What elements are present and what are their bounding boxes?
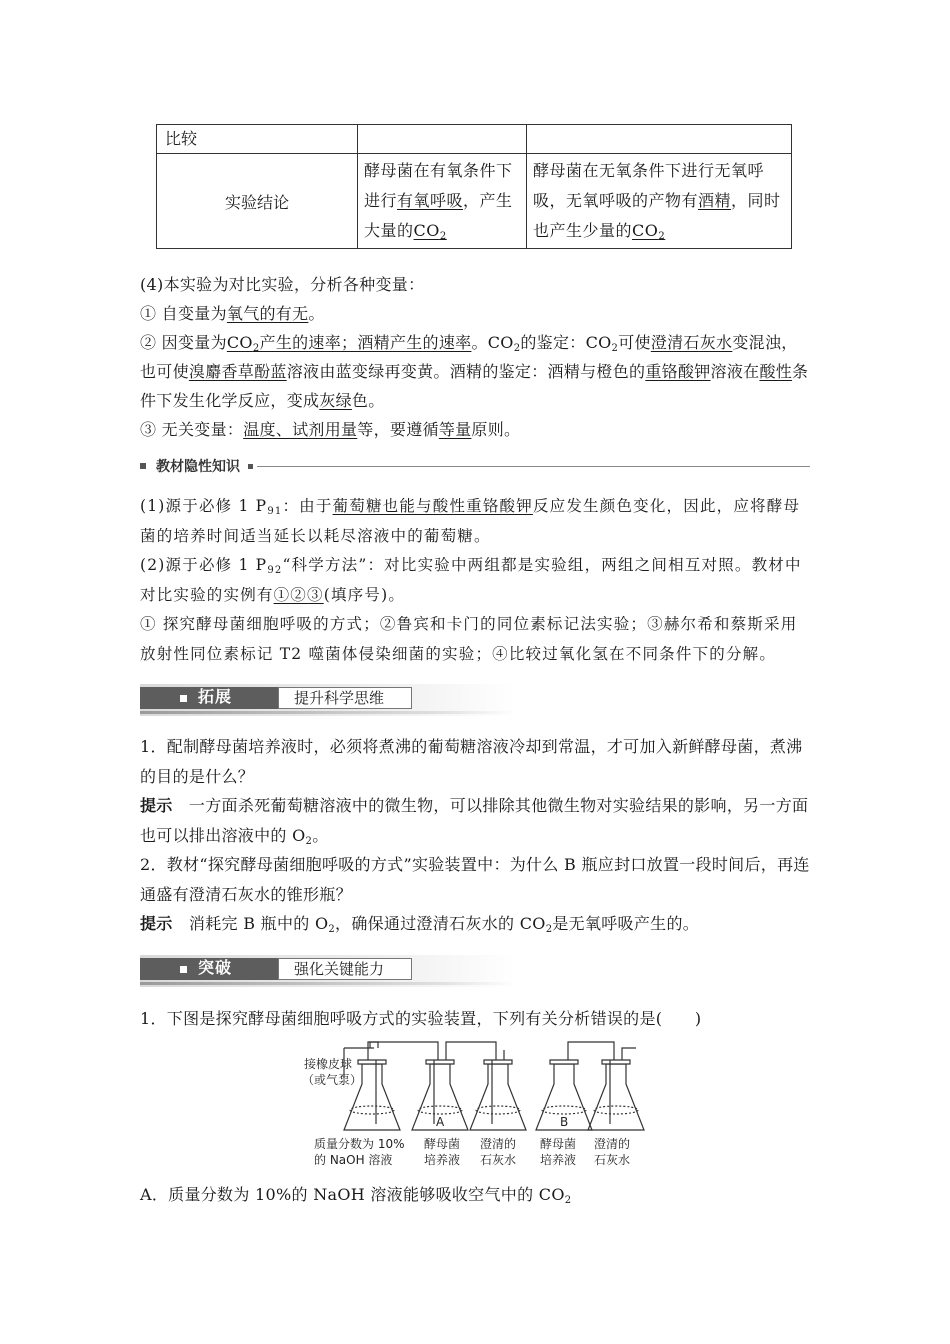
text: ② 因变量为	[140, 333, 227, 352]
text: 原则。	[471, 420, 521, 439]
variable-irrelevant	[140, 415, 812, 444]
square-bullet-icon	[180, 695, 187, 702]
hidden-knowledge-heading	[140, 456, 810, 476]
question-stem	[140, 1004, 812, 1033]
text: 消耗完 B 瓶中的 O	[188, 914, 329, 933]
subscript: 2	[513, 343, 521, 354]
divider-line	[257, 466, 810, 467]
question-stem-text: 1．下图是探究酵母菌细胞呼吸方式的实验装置，下列有关分析错误的是( )	[140, 1009, 702, 1028]
banner-subtitle: 提升科学思维	[294, 689, 385, 707]
text: (1)源于必修 1 P	[140, 497, 268, 515]
flask-a-letter: A	[436, 1115, 445, 1129]
subscript: 2	[252, 343, 260, 354]
heading-text: 教材隐性知识	[156, 459, 240, 475]
answer-underlined: 酒精	[698, 191, 732, 210]
text: ③ 无关变量：	[140, 420, 244, 439]
text: 反应发生颜色变化，因此，应将酵母菌的培养时间适当延长以耗尽溶液中的葡萄糖。	[140, 497, 801, 545]
answer-underlined: 酸性	[759, 362, 793, 381]
banner-tag: 拓展	[198, 687, 233, 706]
answer-underlined: 等量	[438, 420, 472, 439]
text: 等，要遵循	[357, 420, 439, 439]
text: 可使	[618, 333, 651, 352]
label-lime2-1: 澄清的	[594, 1137, 631, 1151]
experiment-apparatus-figure	[300, 1038, 650, 1170]
banner-underline	[140, 711, 516, 714]
text: 溶液由蓝变绿再变黄。酒精的鉴定：酒精与橙色的	[286, 362, 646, 381]
label-yeast2-2: 培养液	[540, 1153, 577, 1167]
subscript: 2	[658, 231, 666, 242]
expand-body	[140, 732, 812, 939]
text: CO	[226, 333, 253, 352]
banner-subtitle: 强化关键能力	[294, 960, 385, 978]
variable-independent	[140, 299, 812, 328]
row-label-compare: 比较	[165, 129, 198, 148]
hidden-knowledge-p3: ① 探究酵母菌细胞呼吸的方式；②鲁宾和卡门的同位素标记法实验；③赫尔希和蔡斯采用放射性同位素标记 T2 噬菌体侵染细菌的实验；④比较过氧化氢在不同条件下的分解。	[140, 615, 798, 663]
text: “科学方法”：对比实验中两组都是实验组，两组之间相互对照。教材中对比实验的实例有	[140, 556, 802, 604]
table-cell	[157, 154, 358, 249]
text: 条件下发生化学反应，变成	[140, 362, 809, 410]
pump-label-1: 接橡皮球	[304, 1057, 353, 1071]
label-naoh-1: 质量分数为 10%	[314, 1137, 405, 1151]
text: ① 自变量为	[140, 304, 227, 323]
text: 酵母菌在有氧条件下进行	[364, 161, 513, 210]
label-yeast-1: 酵母菌	[424, 1137, 461, 1151]
text: 溶液在	[710, 362, 760, 381]
table-row	[157, 154, 792, 249]
flask-b-letter: B	[560, 1115, 569, 1129]
answer-underlined	[632, 221, 665, 240]
square-bullet-icon	[248, 464, 253, 469]
text: 。CO	[471, 333, 514, 352]
aerobic-conclusion	[358, 154, 526, 248]
answer-underlined: ①②③	[273, 585, 324, 604]
pump-label-2: （或气泵）	[302, 1073, 363, 1087]
table-cell	[527, 125, 792, 154]
text: 一方面杀死葡萄糖溶液中的微生物，可以排除其他微生物对实验结果的影响，另一方面也可以排出溶液中的 O	[140, 796, 809, 845]
text: 酵母菌在无氧条件下进行无氧呼吸，无氧呼吸的产物有	[533, 161, 765, 210]
answer-underlined: 重铬酸钾	[645, 362, 711, 381]
text: 变混浊，也可使	[140, 333, 798, 381]
text: 产生的速率；酒精产生的速率	[259, 333, 472, 352]
subscript: 91	[267, 506, 283, 517]
subscript: 2	[545, 924, 553, 935]
option-a	[140, 1180, 812, 1209]
comparison-table	[156, 124, 792, 249]
subscript: 92	[267, 565, 283, 576]
text: A．质量分数为 10%的 NaOH 溶液能够吸收空气中的 CO	[140, 1185, 565, 1204]
label-lime-2: 石灰水	[480, 1153, 517, 1167]
banner-breakthrough	[140, 955, 516, 987]
table-cell	[358, 154, 527, 249]
text: ，同时也产生少量的	[533, 191, 781, 240]
table-cell	[527, 154, 792, 249]
square-bullet-icon	[140, 463, 146, 469]
text: ，确保通过澄清石灰水的 CO	[335, 914, 546, 933]
text: 。	[308, 304, 325, 323]
text: 的鉴定：CO	[520, 333, 612, 352]
subscript: 2	[611, 343, 619, 354]
answer-underlined: 澄清石灰水	[650, 333, 733, 352]
table-row	[157, 125, 792, 154]
text: 色。	[351, 391, 385, 410]
label-lime-1: 澄清的	[480, 1137, 517, 1151]
table-cell	[157, 125, 358, 154]
anaerobic-conclusion	[527, 154, 791, 248]
banner-expand	[140, 684, 516, 716]
row-label-conclusion: 实验结论	[224, 192, 289, 212]
text: CO	[413, 221, 440, 240]
option-a-text	[140, 1180, 812, 1209]
label-yeast2-1: 酵母菌	[540, 1137, 577, 1151]
expand-answer-2	[140, 909, 812, 939]
expand-question-1: 1．配制酵母菌培养液时，必须将煮沸的葡萄糖溶液冷却到常温，才可加入新鲜酵母菌，煮沸的目的是什么？	[140, 737, 803, 786]
answer-underlined: 氧气的有无	[226, 304, 309, 323]
answer-underlined: 葡萄糖也能与酸性重铬酸钾	[332, 497, 533, 515]
hint-label: 提示	[140, 914, 173, 933]
label-naoh-2: 的 NaOH 溶液	[314, 1153, 393, 1167]
section-4-intro: (4)本实验为对比实验，分析各种变量：	[140, 275, 425, 294]
text: CO	[632, 221, 659, 240]
subscript: 2	[328, 924, 336, 935]
text: ，产生大量的	[364, 191, 513, 240]
expand-question-2: 2．教材“探究酵母菌细胞呼吸的方式”实验装置中：为什么 B 瓶应封口放置一段时间后，再连通盛有澄清石灰水的锥形瓶？	[140, 855, 810, 904]
text: (2)源于必修 1 P	[140, 556, 268, 574]
subscript: 2	[305, 835, 313, 847]
answer-underlined	[414, 221, 447, 240]
table-cell	[358, 125, 527, 154]
text: 是无氧呼吸产生的。	[552, 914, 700, 933]
banner-tag: 突破	[198, 958, 233, 977]
hidden-knowledge-p2	[140, 551, 812, 610]
apparatus-drawing	[344, 1042, 644, 1130]
hidden-knowledge-p1	[140, 492, 812, 551]
section-4	[140, 270, 812, 444]
banner-underline	[140, 982, 516, 985]
text: ：由于	[282, 497, 333, 515]
subscript: 2	[439, 231, 447, 242]
label-yeast-2: 培养液	[424, 1153, 461, 1167]
text: (填序号)。	[323, 585, 406, 604]
answer-underlined: 有氧呼吸	[397, 191, 464, 210]
answer-underlined: 温度、试剂用量	[243, 420, 358, 439]
hint-label: 提示	[140, 796, 173, 815]
label-lime2-2: 石灰水	[594, 1153, 631, 1167]
subscript: 2	[564, 1195, 572, 1206]
square-bullet-icon	[180, 966, 187, 973]
text: 。	[312, 825, 329, 845]
variable-dependent	[140, 328, 812, 415]
expand-answer-1	[140, 791, 812, 850]
answer-underlined	[227, 333, 472, 352]
answer-underlined: 灰绿	[319, 391, 352, 410]
hidden-knowledge-body	[140, 492, 812, 669]
answer-underlined: 溴麝香草酚蓝	[188, 362, 287, 381]
